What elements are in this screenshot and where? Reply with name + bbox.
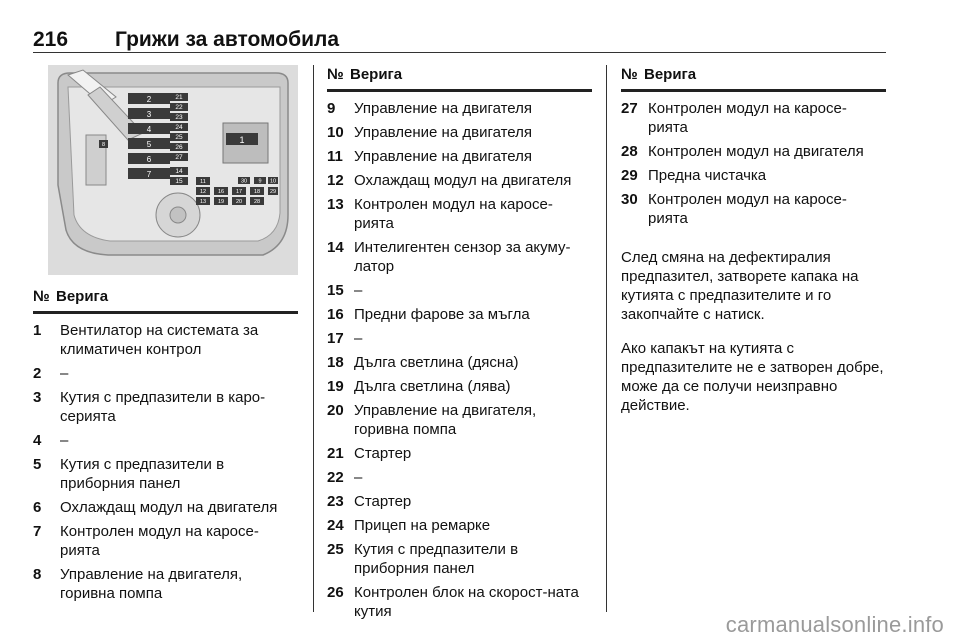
table-row: 25 Кутия с предпазители в приборния панел xyxy=(327,541,519,577)
table-row: 12 Охлаждащ модул на двигателя xyxy=(327,172,572,189)
page-header xyxy=(33,28,886,52)
table-header: № Верига xyxy=(327,65,592,92)
table-row: 2 – xyxy=(33,365,69,382)
fuse-label-12: 12 xyxy=(199,189,207,195)
table-row: 3 Кутия с предпазители в каро-серията xyxy=(33,389,266,425)
table-row: 15 – xyxy=(327,282,363,299)
table-row: 7 Контролен модул на каросе-рията xyxy=(33,523,259,559)
table-row: 17 – xyxy=(327,330,363,347)
page-number: 216 xyxy=(33,28,69,51)
table-row: 29 Предна чистачка xyxy=(621,167,767,184)
fuse-label-11: 11 xyxy=(200,179,206,185)
header-rule xyxy=(33,52,886,53)
fuse-label-8: 8 xyxy=(101,142,106,148)
table-row: 22 – xyxy=(327,469,363,486)
fuse-label-7: 7 xyxy=(146,170,152,179)
table-header: № Верига xyxy=(621,65,886,92)
fuse-label-21: 21 xyxy=(175,94,183,101)
fuse-label-30: 30 xyxy=(240,178,248,185)
fuse-label-3: 3 xyxy=(146,110,152,119)
table-row: 4 – xyxy=(33,432,69,449)
fuse-label-24: 24 xyxy=(175,124,183,131)
fuse-label-27: 27 xyxy=(175,154,183,161)
header-circuit: Верига xyxy=(56,288,109,305)
fuse-label-10: 10 xyxy=(269,178,277,185)
fuse-label-17: 17 xyxy=(235,189,243,195)
table-row: 30 Контролен модул на каросе-рията xyxy=(621,191,847,227)
table-row: 23 Стартер xyxy=(327,493,412,510)
table-row: 27 Контролен модул на каросе-рията xyxy=(621,100,847,136)
column-divider xyxy=(313,65,314,612)
table-row: 16 Предни фарове за мъгла xyxy=(327,306,530,323)
fuse-label-5: 5 xyxy=(146,140,152,149)
table-row: 28 Контролен модул на двигателя xyxy=(621,143,864,160)
fuse-label-9: 9 xyxy=(258,178,262,185)
fuse-label-2: 2 xyxy=(146,95,152,104)
relay-label: 1 xyxy=(239,135,245,145)
fuse-box-diagram xyxy=(48,65,298,275)
fuse-label-20: 20 xyxy=(235,199,243,205)
table-row: 19 Дълга светлина (лява) xyxy=(327,378,511,395)
table-row: 6 Охлаждащ модул на двигателя xyxy=(33,499,278,516)
table-row: 13 Контролен модул на каросе-рията xyxy=(327,196,553,232)
column-divider xyxy=(606,65,607,612)
table-row: 26 Контролен блок на скорост-ната кутия xyxy=(327,584,579,620)
table-row: 20 Управление на двигателя, горивна помпа xyxy=(327,402,537,438)
fuse-label-23: 23 xyxy=(175,114,183,121)
fuse-label-18: 18 xyxy=(253,189,261,195)
table-header xyxy=(33,287,298,314)
fuse-label-22: 22 xyxy=(175,104,183,111)
table-row: 21 Стартер xyxy=(327,445,412,462)
header-no: № xyxy=(33,288,50,305)
table-row: 5 Кутия с предпазители в приборния панел xyxy=(33,456,225,492)
fuse-label-19: 19 xyxy=(217,199,225,205)
chapter-title: Грижи за автомобила xyxy=(115,28,340,51)
fuse-label-25: 25 xyxy=(175,134,183,141)
relay-1 xyxy=(226,133,258,145)
fuse-table-column-3 xyxy=(621,65,886,430)
fuse-label-6: 6 xyxy=(146,155,152,164)
table-row: 10 Управление на двигателя xyxy=(327,124,533,141)
table-row: 14 Интелигентен сензор за акуму-латор xyxy=(327,239,571,275)
fuse-label-16: 16 xyxy=(217,189,225,195)
fuse-label-26: 26 xyxy=(175,144,183,151)
fuse-label-13: 13 xyxy=(199,199,207,205)
table-row: 11 Управление на двигателя xyxy=(327,148,533,165)
fuse-label-29: 29 xyxy=(269,189,277,195)
warning-paragraph: Ако капакът на кутията с предпазителите не е затворен добре, може да се получи неизправно действие. xyxy=(621,340,884,414)
table-row: 24 Прицеп на ремарке xyxy=(327,517,491,534)
table-row: 8 Управление на двигателя, горивна помпа xyxy=(33,566,243,602)
fuse-label-28: 28 xyxy=(253,199,261,205)
fuse-label-14: 14 xyxy=(175,168,183,175)
watermark: carmanualsonline.info xyxy=(725,612,944,637)
fuse-label-15: 15 xyxy=(175,178,183,185)
table-row: 9 Управление на двигателя xyxy=(327,100,533,117)
instruction-paragraph: След смяна на дефектиралия предпазител, затворете капака на кутията с предпазителите и го закопчайте с натиск. xyxy=(621,249,859,323)
fuse-table-column-2 xyxy=(327,65,592,621)
table-row: 18 Дълга светлина (дясна) xyxy=(327,354,519,371)
fuse-table-column-1 xyxy=(33,287,298,603)
table-row: 1 Вентилатор на системата за климатичен контрол xyxy=(33,322,259,358)
fuse-label-4: 4 xyxy=(146,125,152,134)
